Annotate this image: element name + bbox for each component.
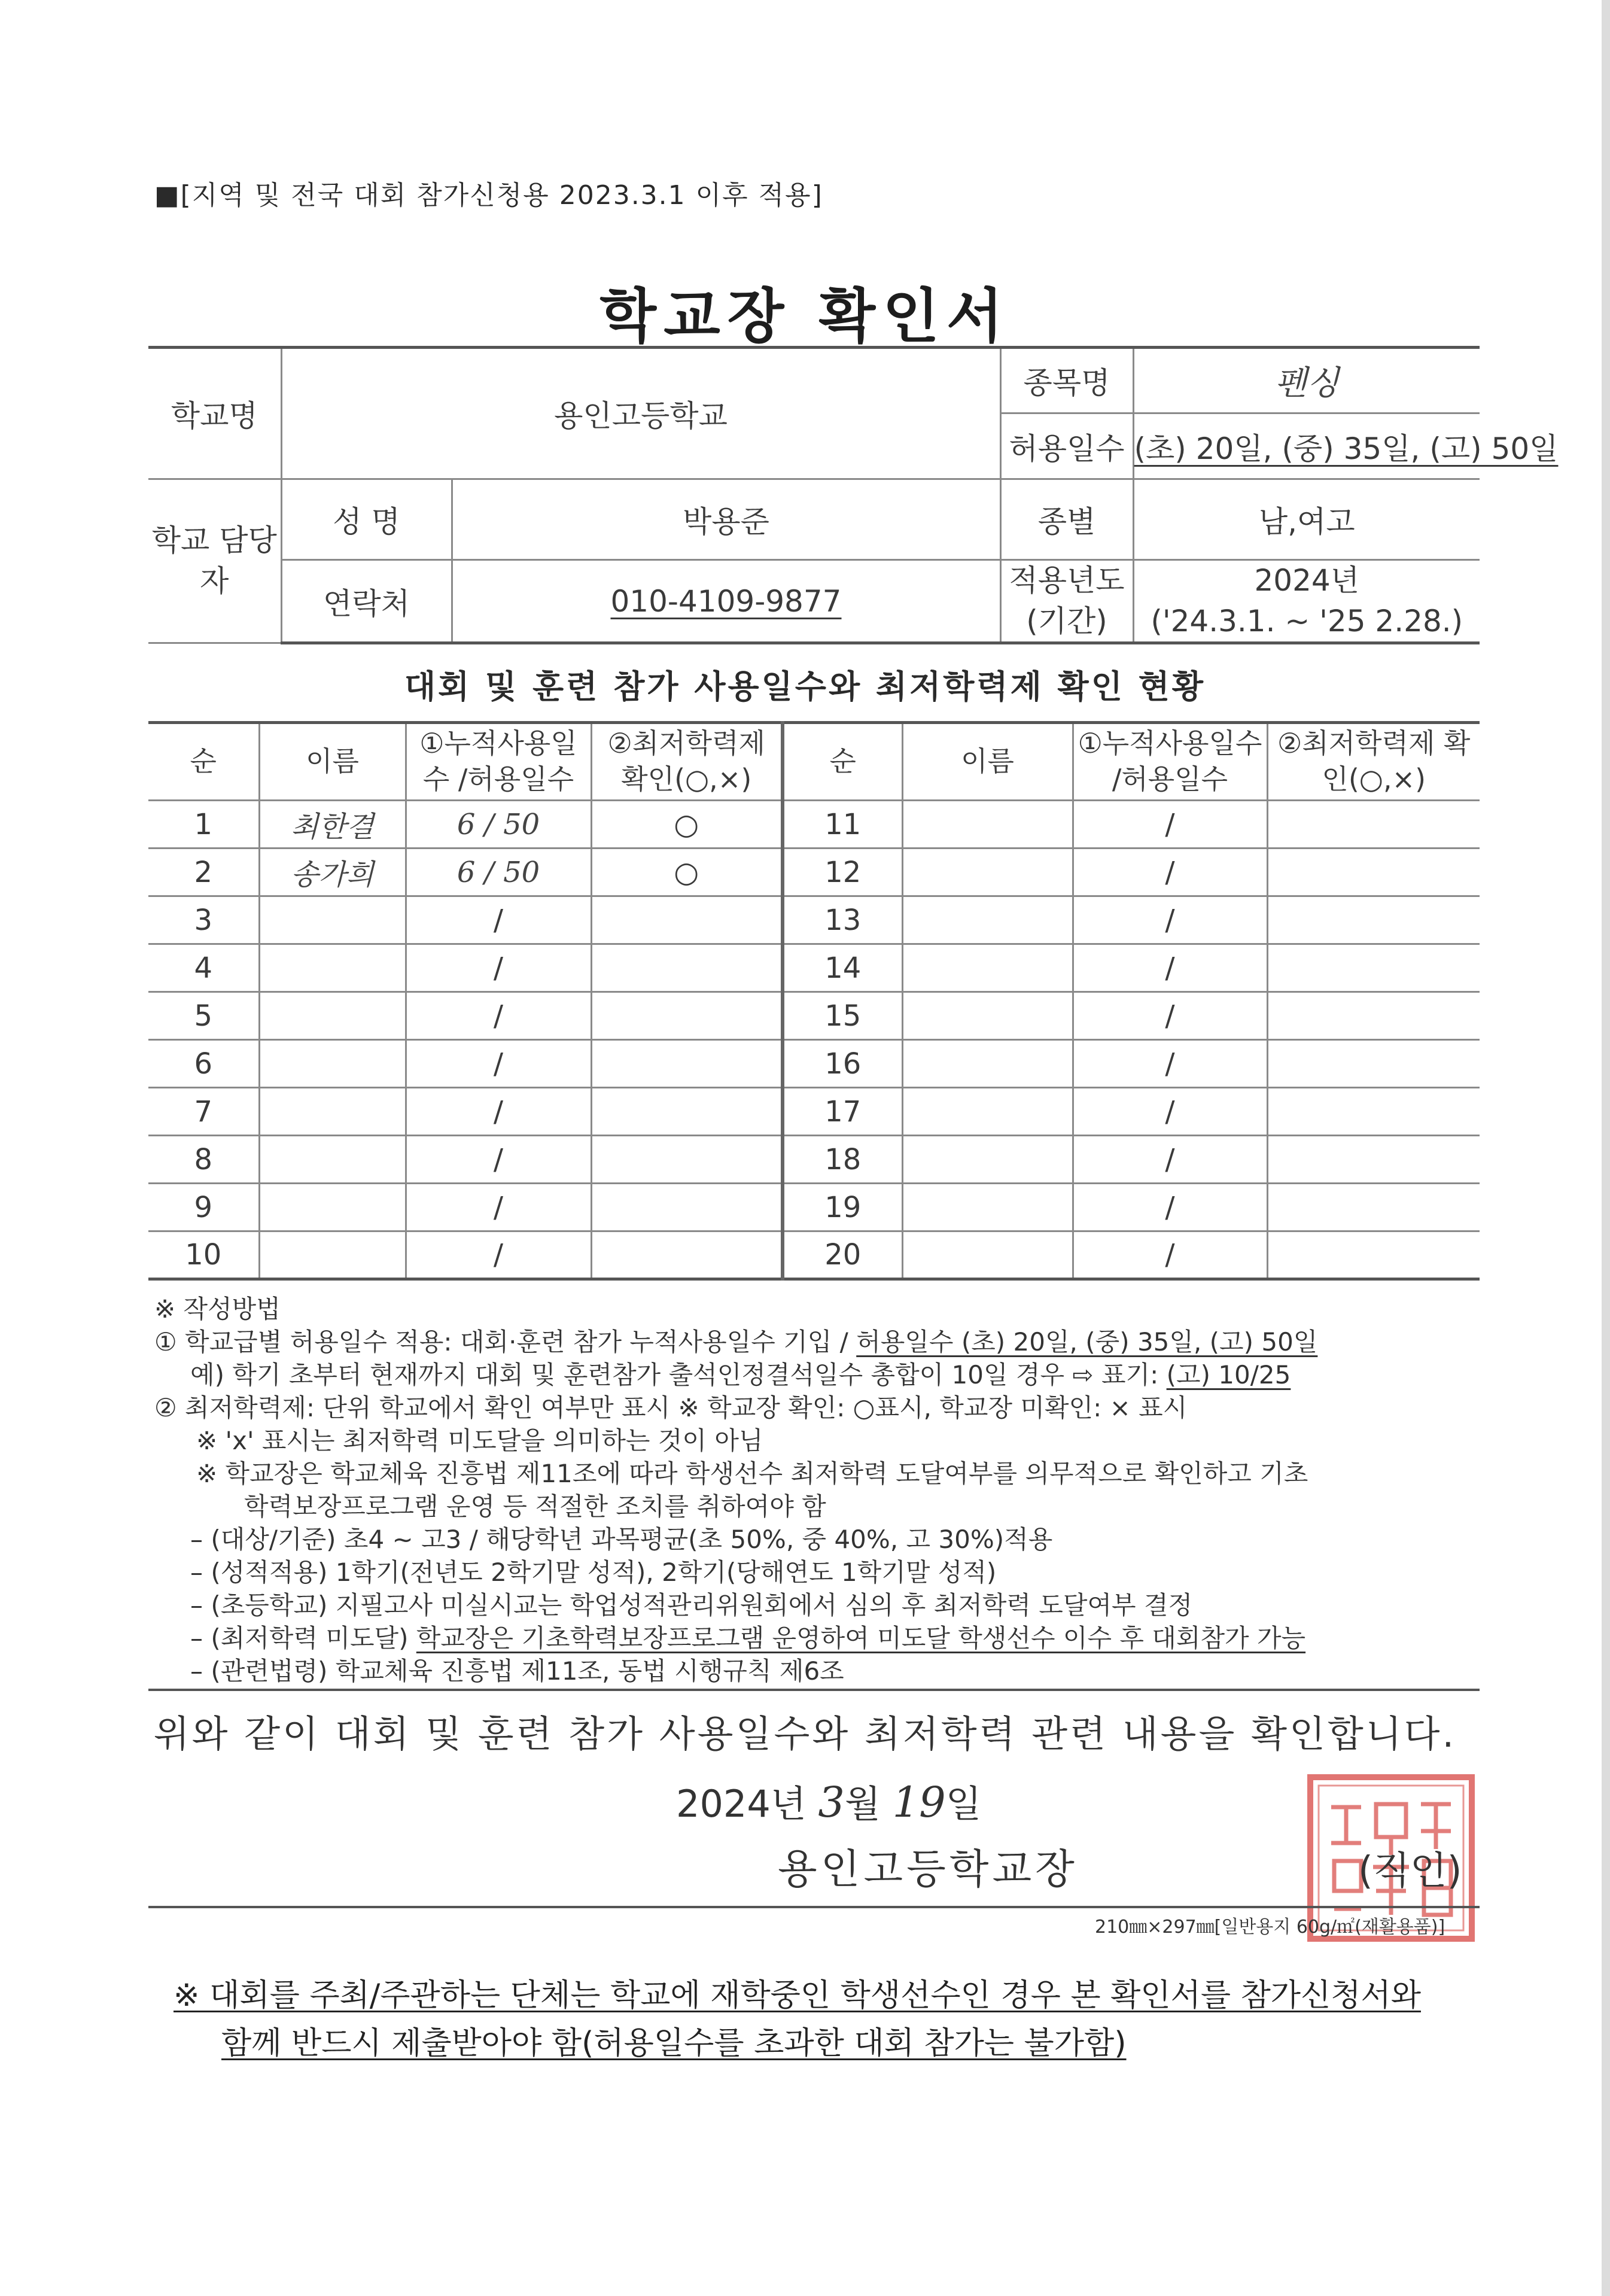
used-days: 6 / 50: [406, 801, 591, 849]
athlete-name: [259, 1088, 406, 1136]
academic-check: [591, 1136, 783, 1184]
used-days: /: [1073, 896, 1267, 944]
note-1-example: [154, 1358, 1483, 1391]
table-row: [148, 1184, 1480, 1231]
gender-value: 남,여고: [1133, 479, 1480, 560]
status-section-title: 대회 및 훈련 참가 사용일수와 최저학력제 확인 현황: [404, 668, 1206, 705]
athlete-name: 송가희: [259, 849, 406, 896]
paper-spec: 210㎜×297㎜[일반용지 60g/㎡(재활용품)]: [1095, 1917, 1445, 1938]
used-days: /: [406, 1040, 591, 1088]
row-no: 3: [148, 896, 259, 944]
athlete-name: [902, 1136, 1073, 1184]
footer-line-2: 함께 반드시 제출받아야 함(허용일수를 초과한 대회 참가는 불가함): [221, 2026, 1127, 2061]
table-row: [148, 801, 1480, 849]
date-month: 3: [818, 1778, 845, 1827]
note-3: ※ 'x' 표시는 최저학력 미도달을 의미하는 것이 아님: [196, 1426, 763, 1455]
form-usage-note: ■[지역 및 전국 대회 참가신청용 2023.3.1 이후 적용]: [154, 180, 823, 211]
row-no: 1: [148, 801, 259, 849]
allowed-days-label: 허용일수: [1000, 413, 1133, 479]
athlete-name: [259, 992, 406, 1040]
academic-check: [1267, 944, 1480, 992]
note-1-example-value: (고) 10/25: [1166, 1360, 1291, 1389]
athlete-name: 최한결: [259, 801, 406, 849]
confirmation-statement: 위와 같이 대회 및 훈련 참가 사용일수와 최저학력 관련 내용을 확인합니다.: [153, 1712, 1457, 1756]
athlete-name: [902, 992, 1073, 1040]
athlete-name: [902, 1184, 1073, 1231]
staff-label: 학교 담당자: [148, 479, 281, 643]
note-1-example-text: 예) 학기 초부터 현재까지 대회 및 훈련참가 출석인정결석일수 총합이 10일 경우 ⇨ 표기:: [190, 1360, 1167, 1389]
row-no: 12: [783, 849, 902, 896]
year-label: 적용년도 (기간): [1000, 560, 1133, 643]
date-month-unit: 월: [844, 1782, 881, 1826]
signing-date: [676, 1774, 982, 1827]
school-info-table: [148, 346, 1559, 644]
header-check: ②최저학력제 확인(○,×): [1267, 723, 1480, 801]
sport-value: 펜싱: [1133, 348, 1480, 413]
detail-4-text: 학교장은 기초학력보장프로그램 운영하여 미도달 학생선수 이수 후 대회참가 가능: [416, 1623, 1306, 1653]
athlete-name: [902, 944, 1073, 992]
detail-1: – (대상/기준) 초4 ~ 고3 / 해당학년 과목평균(초 50%, 중 40%, 고 30%)적용: [190, 1525, 1053, 1554]
used-days: /: [1073, 801, 1267, 849]
gender-label: 종별: [1000, 479, 1133, 560]
detail-4: [154, 1622, 1483, 1655]
row-no: 7: [148, 1088, 259, 1136]
row-no: 15: [783, 992, 902, 1040]
row-no: 4: [148, 944, 259, 992]
athlete-name: [902, 896, 1073, 944]
academic-check: ○: [591, 849, 783, 896]
academic-check: [591, 1088, 783, 1136]
row-no: 9: [148, 1184, 259, 1231]
row-no: 11: [783, 801, 902, 849]
used-days: /: [1073, 849, 1267, 896]
date-year: 2024년: [676, 1782, 806, 1826]
used-days: /: [1073, 1088, 1267, 1136]
allowed-days-value: (초) 20일, (중) 35일, (고) 50일: [1134, 431, 1559, 466]
athlete-name: [902, 1040, 1073, 1088]
footer-line-1: ※ 대회를 주최/주관하는 단체는 학교에 재학중인 학생선수인 경우 본 확인서를 참가신청서와: [174, 1978, 1421, 2014]
used-days: /: [406, 992, 591, 1040]
academic-check: [1267, 992, 1480, 1040]
name-label: 성 명: [281, 479, 452, 560]
year-value: 2024년: [1254, 563, 1360, 598]
used-days: /: [1073, 944, 1267, 992]
table-row: [148, 849, 1480, 896]
table-row: [148, 1231, 1480, 1279]
used-days: 6 / 50: [406, 849, 591, 896]
athlete-name: [902, 1231, 1073, 1279]
contact-label: 연락처: [281, 560, 452, 643]
page-title: 학교장 확인서: [599, 282, 1011, 351]
used-days: /: [406, 1088, 591, 1136]
detail-2: – (성적적용) 1학기(전년도 2학기말 성적), 2학기(당해연도 1학기말 성적): [190, 1558, 997, 1587]
note-1: [154, 1325, 1483, 1358]
row-no: 18: [783, 1136, 902, 1184]
detail-3: – (초등학교) 지필고사 미실시교는 학업성적관리위원회에서 심의 후 최저학력 도달여부 결정: [190, 1591, 1193, 1620]
school-name-label: 학교명: [148, 348, 281, 479]
year-period: ('24.3.1. ~ '25 2.28.): [1151, 603, 1463, 638]
row-no: 19: [783, 1184, 902, 1231]
academic-check: [1267, 1040, 1480, 1088]
note-4b: 학력보장프로그램 운영 등 적절한 조치를 취하여야 함: [244, 1492, 826, 1521]
used-days: /: [406, 1136, 591, 1184]
writing-instructions: [154, 1293, 1483, 1687]
used-days: /: [406, 896, 591, 944]
used-days: /: [406, 944, 591, 992]
academic-check: [1267, 1231, 1480, 1279]
row-no: 10: [148, 1231, 259, 1279]
athlete-name: [902, 849, 1073, 896]
academic-check: ○: [591, 801, 783, 849]
header-name: 이름: [259, 723, 406, 801]
seal-label: (직인): [1358, 1849, 1462, 1893]
notes-heading: ※ 작성방법: [154, 1294, 281, 1324]
athlete-name: [902, 801, 1073, 849]
participation-status-table: [148, 721, 1480, 1281]
header-name: 이름: [902, 723, 1073, 801]
athlete-name: [259, 1184, 406, 1231]
row-no: 8: [148, 1136, 259, 1184]
athlete-name: [259, 1040, 406, 1088]
table-row: [148, 1088, 1480, 1136]
used-days: /: [406, 1184, 591, 1231]
header-days: ①누적사용일수 /허용일수: [1073, 723, 1267, 801]
academic-check: [591, 1040, 783, 1088]
footer-notice: [174, 1972, 1484, 2067]
academic-check: [591, 1231, 783, 1279]
detail-4-label: – (최저학력 미도달): [190, 1623, 416, 1653]
row-no: 20: [783, 1231, 902, 1279]
academic-check: [1267, 1136, 1480, 1184]
row-no: 5: [148, 992, 259, 1040]
detail-5: – (관련법령) 학교체육 진흥법 제11조, 동법 시행규칙 제6조: [190, 1656, 844, 1686]
academic-check: [591, 992, 783, 1040]
used-days: /: [1073, 1184, 1267, 1231]
date-day-unit: 일: [945, 1782, 982, 1826]
divider: [148, 1689, 1480, 1691]
row-no: 6: [148, 1040, 259, 1088]
table-row: [148, 1040, 1480, 1088]
note-1-allowed-days: 허용일수 (초) 20일, (중) 35일, (고) 50일: [856, 1327, 1318, 1357]
contact-value: 010-4109-9877: [610, 583, 842, 619]
row-no: 13: [783, 896, 902, 944]
athlete-name: [259, 896, 406, 944]
academic-check: [1267, 801, 1480, 849]
table-row: [148, 1136, 1480, 1184]
table-row: [148, 896, 1480, 944]
name-value: 박용준: [452, 479, 1000, 560]
used-days: /: [1073, 1040, 1267, 1088]
row-no: 17: [783, 1088, 902, 1136]
note-4a: ※ 학교장은 학교체육 진흥법 제11조에 따라 학생선수 최저학력 도달여부를 의무적으로 확인하고 기초: [196, 1459, 1308, 1488]
academic-check: [591, 896, 783, 944]
academic-check: [1267, 849, 1480, 896]
header-check: ②최저학력제 확인(○,×): [591, 723, 783, 801]
sport-label: 종목명: [1000, 348, 1133, 413]
school-name-value: 용인고등학교: [281, 348, 1000, 479]
header-days: ①누적사용일수 /허용일수: [406, 723, 591, 801]
athlete-name: [259, 944, 406, 992]
note-1-text: ① 학교급별 허용일수 적용: 대회·훈련 참가 누적사용일수 기입 /: [154, 1327, 857, 1357]
academic-check: [1267, 1184, 1480, 1231]
academic-check: [1267, 1088, 1480, 1136]
used-days: /: [1073, 1136, 1267, 1184]
academic-check: [591, 1184, 783, 1231]
athlete-name: [259, 1231, 406, 1279]
used-days: /: [1073, 1231, 1267, 1279]
principal-title: 용인고등학교장: [778, 1846, 1078, 1893]
date-day: 19: [892, 1778, 946, 1827]
header-no: 순: [783, 723, 902, 801]
used-days: /: [406, 1231, 591, 1279]
table-row: [148, 944, 1480, 992]
athlete-name: [259, 1136, 406, 1184]
athlete-name: [902, 1088, 1073, 1136]
used-days: /: [1073, 992, 1267, 1040]
row-no: 14: [783, 944, 902, 992]
header-no: 순: [148, 723, 259, 801]
table-row: [148, 992, 1480, 1040]
academic-check: [591, 944, 783, 992]
row-no: 2: [148, 849, 259, 896]
row-no: 16: [783, 1040, 902, 1088]
divider: [148, 1906, 1480, 1908]
academic-check: [1267, 896, 1480, 944]
note-2: ② 최저학력제: 단위 학교에서 확인 여부만 표시 ※ 학교장 확인: ○표시, 학교장 미확인: × 표시: [154, 1393, 1188, 1422]
